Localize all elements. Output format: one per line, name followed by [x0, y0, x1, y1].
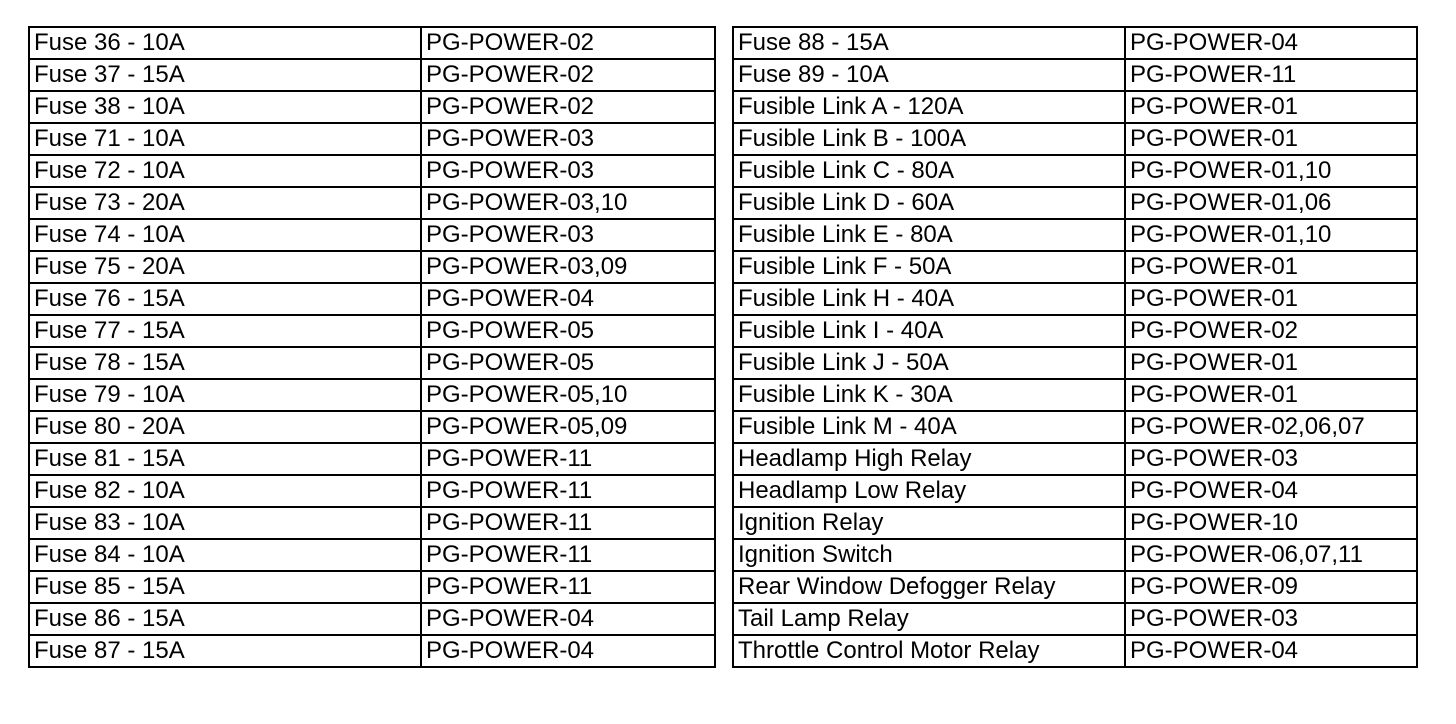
component-cell: Fuse 79 - 10A	[29, 379, 421, 411]
table-row	[733, 475, 1417, 507]
component-cell: Fusible Link K - 30A	[733, 379, 1125, 411]
reference-cell: PG-POWER-04	[421, 635, 715, 667]
table-row	[29, 539, 715, 571]
component-cell: Fuse 89 - 10A	[733, 59, 1125, 91]
table-row	[29, 91, 715, 123]
table-row	[733, 59, 1417, 91]
reference-cell: PG-POWER-01,10	[1125, 219, 1417, 251]
component-cell: Fuse 38 - 10A	[29, 91, 421, 123]
reference-cell: PG-POWER-09	[1125, 571, 1417, 603]
reference-cell: PG-POWER-03	[1125, 603, 1417, 635]
component-cell: Fuse 36 - 10A	[29, 27, 421, 59]
reference-cell: PG-POWER-05,10	[421, 379, 715, 411]
component-cell: Fuse 82 - 10A	[29, 475, 421, 507]
table-row	[29, 283, 715, 315]
component-cell: Fuse 73 - 20A	[29, 187, 421, 219]
table-row	[29, 379, 715, 411]
reference-cell: PG-POWER-01	[1125, 123, 1417, 155]
component-cell: Fuse 78 - 15A	[29, 347, 421, 379]
table-row	[733, 123, 1417, 155]
table-row	[29, 603, 715, 635]
reference-cell: PG-POWER-06,07,11	[1125, 539, 1417, 571]
component-cell: Fusible Link M - 40A	[733, 411, 1125, 443]
table-row	[29, 443, 715, 475]
component-cell: Fusible Link E - 80A	[733, 219, 1125, 251]
table-row	[733, 315, 1417, 347]
reference-cell: PG-POWER-04	[421, 283, 715, 315]
table-row	[29, 507, 715, 539]
reference-cell: PG-POWER-03,10	[421, 187, 715, 219]
table-row	[29, 27, 715, 59]
reference-cell: PG-POWER-01	[1125, 251, 1417, 283]
component-cell: Fuse 87 - 15A	[29, 635, 421, 667]
table-row	[29, 635, 715, 667]
reference-cell: PG-POWER-11	[421, 475, 715, 507]
reference-cell: PG-POWER-05,09	[421, 411, 715, 443]
component-cell: Fuse 72 - 10A	[29, 155, 421, 187]
component-cell: Fuse 77 - 15A	[29, 315, 421, 347]
reference-cell: PG-POWER-11	[1125, 59, 1417, 91]
reference-cell: PG-POWER-03	[421, 123, 715, 155]
reference-cell: PG-POWER-02,06,07	[1125, 411, 1417, 443]
table-row	[29, 315, 715, 347]
reference-cell: PG-POWER-05	[421, 315, 715, 347]
table-row	[29, 123, 715, 155]
reference-cell: PG-POWER-01,06	[1125, 187, 1417, 219]
reference-cell: PG-POWER-03,09	[421, 251, 715, 283]
table-row	[733, 155, 1417, 187]
reference-cell: PG-POWER-02	[421, 59, 715, 91]
reference-cell: PG-POWER-11	[421, 571, 715, 603]
table-row	[29, 155, 715, 187]
table-row	[29, 59, 715, 91]
reference-cell: PG-POWER-01	[1125, 347, 1417, 379]
component-cell: Fuse 37 - 15A	[29, 59, 421, 91]
component-cell: Ignition Switch	[733, 539, 1125, 571]
table-row	[733, 411, 1417, 443]
reference-cell: PG-POWER-02	[421, 27, 715, 59]
table-row	[29, 475, 715, 507]
reference-cell: PG-POWER-01	[1125, 379, 1417, 411]
component-cell: Fuse 74 - 10A	[29, 219, 421, 251]
component-cell: Fuse 71 - 10A	[29, 123, 421, 155]
table-row	[733, 27, 1417, 59]
reference-cell: PG-POWER-04	[1125, 635, 1417, 667]
table-row	[733, 443, 1417, 475]
reference-cell: PG-POWER-04	[421, 603, 715, 635]
reference-cell: PG-POWER-11	[421, 443, 715, 475]
reference-cell: PG-POWER-01	[1125, 283, 1417, 315]
reference-cell: PG-POWER-03	[421, 219, 715, 251]
reference-cell: PG-POWER-11	[421, 507, 715, 539]
component-cell: Ignition Relay	[733, 507, 1125, 539]
component-cell: Fuse 85 - 15A	[29, 571, 421, 603]
component-cell: Fusible Link I - 40A	[733, 315, 1125, 347]
table-row	[733, 603, 1417, 635]
component-cell: Fuse 75 - 20A	[29, 251, 421, 283]
component-cell: Headlamp High Relay	[733, 443, 1125, 475]
component-cell: Headlamp Low Relay	[733, 475, 1125, 507]
component-cell: Fusible Link H - 40A	[733, 283, 1125, 315]
table-row	[733, 379, 1417, 411]
component-cell: Fuse 83 - 10A	[29, 507, 421, 539]
component-cell: Fusible Link D - 60A	[733, 187, 1125, 219]
reference-cell: PG-POWER-03	[421, 155, 715, 187]
table-row	[733, 635, 1417, 667]
reference-cell: PG-POWER-10	[1125, 507, 1417, 539]
component-cell: Fuse 80 - 20A	[29, 411, 421, 443]
table-row	[29, 411, 715, 443]
reference-cell: PG-POWER-01,10	[1125, 155, 1417, 187]
reference-cell: PG-POWER-01	[1125, 91, 1417, 123]
table-row	[733, 219, 1417, 251]
reference-cell: PG-POWER-02	[1125, 315, 1417, 347]
table-row	[29, 187, 715, 219]
table-row	[733, 91, 1417, 123]
component-cell: Fusible Link F - 50A	[733, 251, 1125, 283]
component-cell: Fuse 84 - 10A	[29, 539, 421, 571]
component-cell: Fuse 86 - 15A	[29, 603, 421, 635]
component-reference-table-right	[732, 26, 1418, 668]
component-cell: Fusible Link B - 100A	[733, 123, 1125, 155]
component-cell: Fuse 76 - 15A	[29, 283, 421, 315]
component-cell: Throttle Control Motor Relay	[733, 635, 1125, 667]
table-row	[733, 283, 1417, 315]
table-row	[29, 347, 715, 379]
table-row	[733, 251, 1417, 283]
reference-cell: PG-POWER-02	[421, 91, 715, 123]
component-cell: Fuse 81 - 15A	[29, 443, 421, 475]
table-row	[733, 539, 1417, 571]
table-row	[733, 571, 1417, 603]
table-row	[29, 251, 715, 283]
component-cell: Fuse 88 - 15A	[733, 27, 1125, 59]
reference-cell: PG-POWER-05	[421, 347, 715, 379]
component-cell: Fusible Link J - 50A	[733, 347, 1125, 379]
component-cell: Fusible Link C - 80A	[733, 155, 1125, 187]
reference-cell: PG-POWER-04	[1125, 27, 1417, 59]
table-row	[733, 507, 1417, 539]
table-row	[29, 571, 715, 603]
table-row	[29, 219, 715, 251]
component-cell: Fusible Link A - 120A	[733, 91, 1125, 123]
table-row	[733, 187, 1417, 219]
component-cell: Tail Lamp Relay	[733, 603, 1125, 635]
component-reference-table-left	[28, 26, 716, 668]
table-row	[733, 347, 1417, 379]
reference-cell: PG-POWER-03	[1125, 443, 1417, 475]
reference-cell: PG-POWER-04	[1125, 475, 1417, 507]
reference-cell: PG-POWER-11	[421, 539, 715, 571]
component-cell: Rear Window Defogger Relay	[733, 571, 1125, 603]
